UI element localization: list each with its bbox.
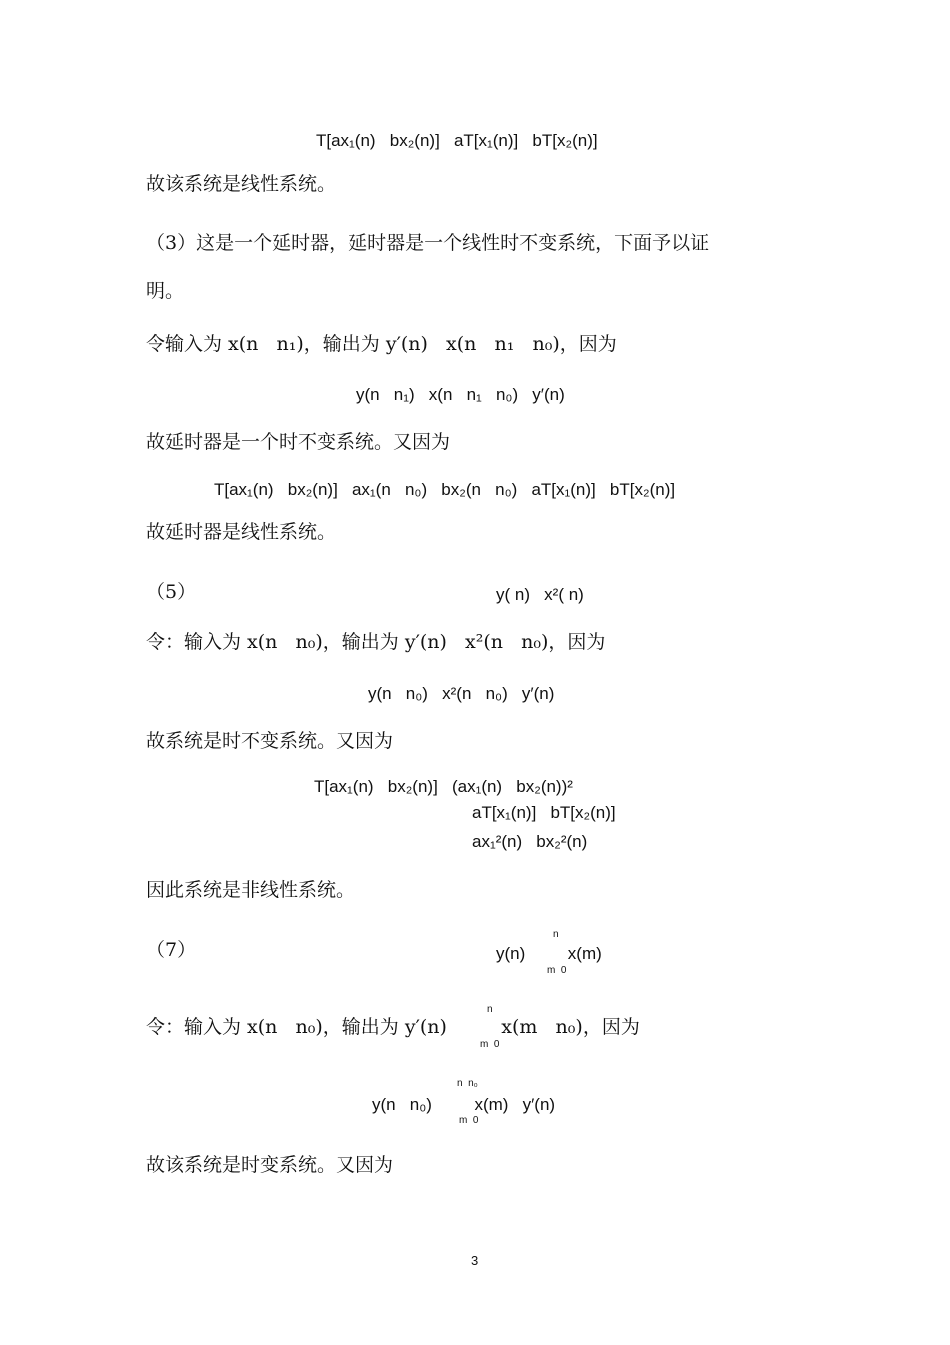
section-7-let: 令：输入为 x(n n₀)，输出为 y′(n) x(m n₀)，因为 [146, 1016, 640, 1038]
equation-5b-line-3: ax₁²(n) bx₂²(n) [472, 832, 588, 851]
sum-lower-limit: m 0 [547, 965, 567, 976]
sum-lower-limit-let: m 0 [480, 1039, 500, 1050]
section-5-let: 令：输入为 x(n n₀)，输出为 y′(n) x²(n n₀)，因为 [146, 631, 606, 653]
page-number: 3 [471, 1253, 479, 1268]
sum-upper-limit: n [553, 929, 559, 940]
equation-5a: y(n n₀) x²(n n₀) y′(n) [368, 684, 555, 703]
conclusion-nonlinear-5: 因此系统是非线性系统。 [146, 879, 356, 901]
equation-3a: y(n n₁) x(n n₁ n₀) y′(n) [356, 385, 565, 404]
equation-5b-line-2: aT[x₁(n)] bT[x₂(n)] [472, 803, 616, 822]
section-5-label: （5） [146, 581, 197, 603]
equation-7a: y(n n₀) x(m) y′(n) [372, 1095, 556, 1114]
conclusion-linear-3: 故延时器是线性系统。 [146, 521, 337, 543]
equation-3b: T[ax₁(n) bx₂(n)] ax₁(n n₀) bx₂(n n₀) aT[x₁(n)] bT[x₂(n)] [214, 480, 676, 499]
section-3-let: 令输入为 x(n n₁)，输出为 y′(n) x(n n₁ n₀)，因为 [146, 333, 617, 355]
conclusion-time-invariant-3: 故延时器是一个时不变系统。又因为 [146, 431, 451, 453]
equation-5b-line-1: T[ax₁(n) bx₂(n)] (ax₁(n) bx₂(n))² [314, 777, 573, 796]
conclusion-linear: 故该系统是线性系统。 [146, 173, 337, 195]
sum-upper-limit-let: n [487, 1004, 493, 1015]
sum-lower-limit-7a: m 0 [459, 1115, 479, 1126]
section-3-heading: （3）这是一个延时器，延时器是一个线性时不变系统，下面予以证 [146, 232, 710, 254]
conclusion-time-invariant-5: 故系统是时不变系统。又因为 [146, 730, 394, 752]
equation-linearity-1: T[ax₁(n) bx₂(n)] aT[x₁(n)] bT[x₂(n)] [316, 131, 598, 150]
section-3-heading-cont: 明。 [146, 280, 185, 302]
section-7-label: （7） [146, 939, 197, 961]
section-5-equation: y( n) x²( n) [496, 585, 584, 604]
section-7-equation: y(n) x(m) [496, 944, 602, 963]
sum-upper-limit-7a: n n₀ [457, 1078, 478, 1089]
conclusion-time-variant-7: 故该系统是时变系统。又因为 [146, 1154, 394, 1176]
